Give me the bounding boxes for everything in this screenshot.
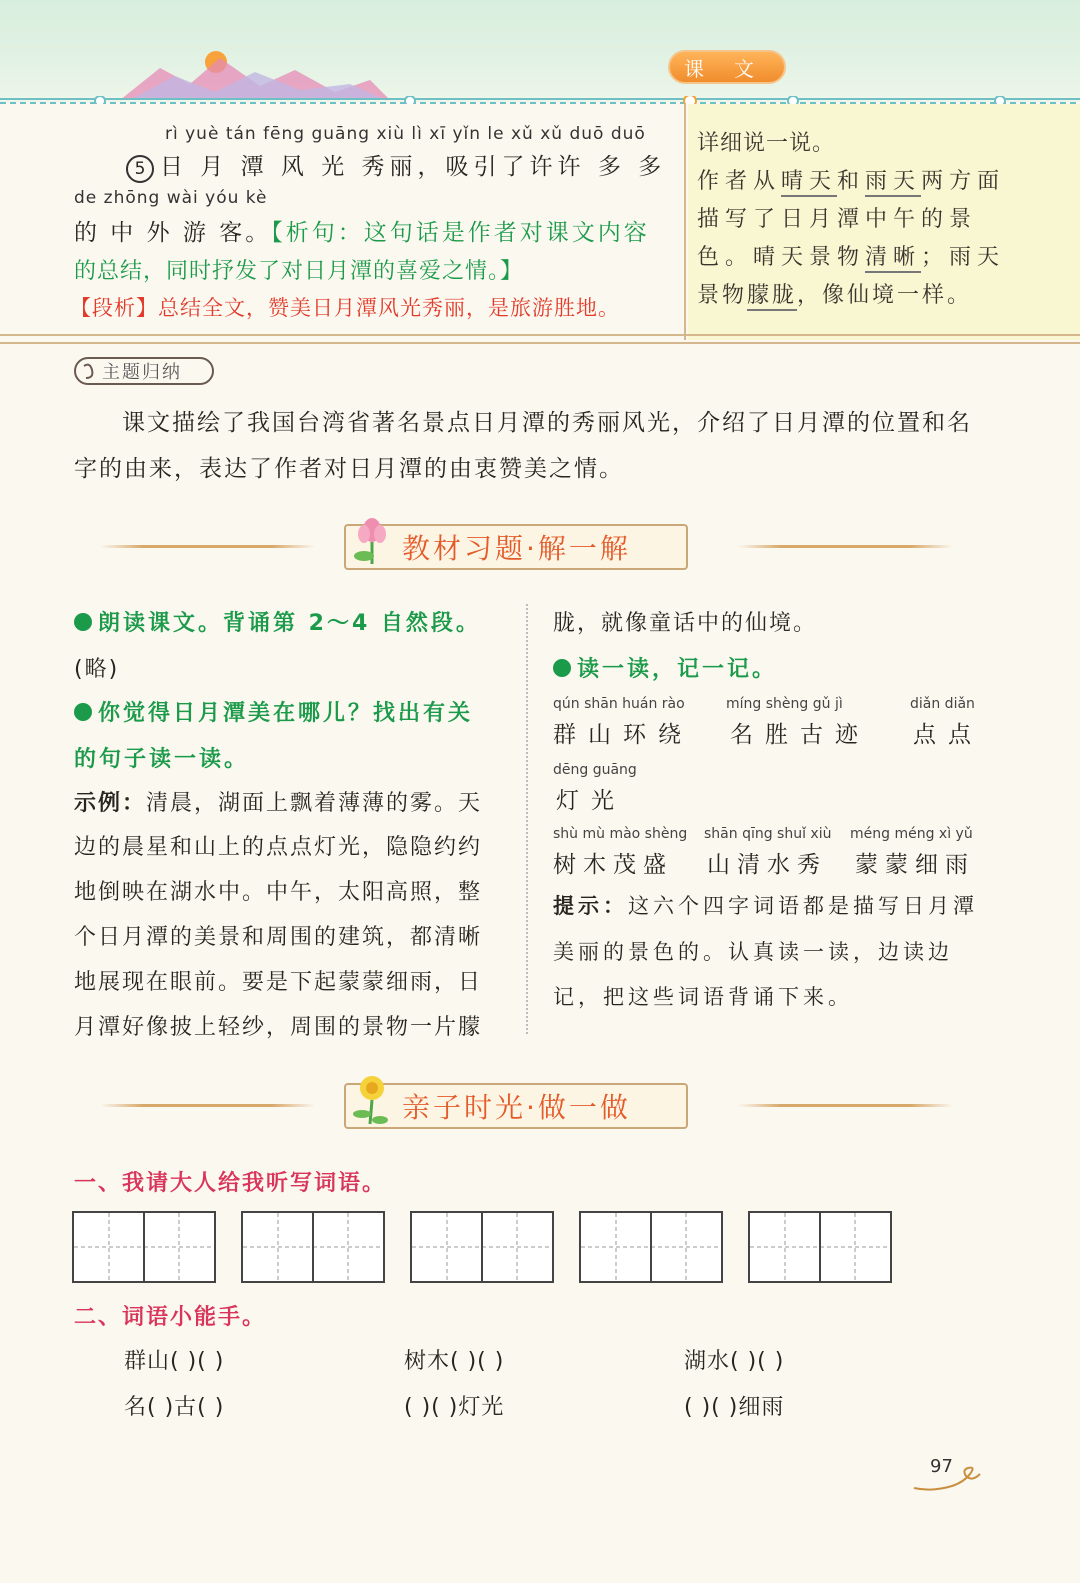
word-6: 山清水秀 bbox=[707, 852, 827, 878]
word-7: 蒙蒙细雨 bbox=[855, 852, 975, 878]
task-2-heading: 二、词语小能手。 bbox=[74, 1305, 267, 1330]
sidebar-line-1: 详细说一说。 bbox=[697, 131, 836, 156]
scroll-icon bbox=[80, 362, 100, 382]
passage-bottom-rule bbox=[0, 334, 1080, 344]
passage-line-2: 的 中 外 游 客。【析句：这句话是作者对课文内容 bbox=[74, 220, 650, 246]
theme-line-2: 字的由来，表达了作者对日月潭的由衷赞美之情。 bbox=[74, 456, 624, 482]
word-2: 名胜古迹 bbox=[730, 722, 870, 748]
fill-item-5[interactable]: ( )( )灯光 bbox=[404, 1395, 505, 1420]
column-divider bbox=[526, 604, 528, 1034]
example-line-2: 边的晨星和山上的点点灯光，隐隐约约 bbox=[74, 835, 483, 860]
page-number: 97 bbox=[930, 1456, 953, 1477]
word-7-pinyin: méng méng xì yǔ bbox=[850, 826, 973, 842]
example-line-3: 地倒映在湖水中。中午，太阳高照，整 bbox=[74, 880, 483, 905]
section-tab: 课文 bbox=[668, 50, 786, 84]
passage-line-3: 的总结，同时抒发了对日月潭的喜爱之情。】 bbox=[74, 259, 524, 284]
paragraph-analysis: 【段析】总结全文，赞美日月潭风光秀丽，是旅游胜地。 bbox=[70, 296, 620, 320]
example-line-4: 个日月潭的美景和周围的建筑，都清晰 bbox=[74, 925, 483, 950]
word-6-pinyin: shān qīng shuǐ xiù bbox=[704, 826, 832, 842]
fill-item-1[interactable]: 群山( )( ) bbox=[124, 1349, 225, 1374]
word-5-pinyin: shù mù mào shèng bbox=[553, 826, 688, 842]
task-1-heading: 一、我请大人给我听写词语。 bbox=[74, 1171, 387, 1196]
passage-line-1: 5 日 月 潭 风 光 秀丽，吸引了许许 多 多 bbox=[126, 148, 666, 183]
page-ornament-icon bbox=[912, 1462, 984, 1494]
example-line-1: 示例：清晨，湖面上飘着薄薄的雾。天 bbox=[74, 791, 483, 816]
passage-pinyin-1: rì yuè tán fēng guāng xiù lì xī yǐn le xǔ xǔ duō duō bbox=[165, 124, 646, 144]
sidebar-line-3: 描写了日月潭中午的景 bbox=[697, 207, 978, 232]
word-3-pinyin: diǎn diǎn bbox=[910, 696, 975, 712]
right-line-1: 胧，就像童话中的仙境。 bbox=[553, 611, 818, 636]
fill-item-4[interactable]: 名( )古( ) bbox=[124, 1395, 225, 1420]
word-4: 灯光 bbox=[556, 788, 626, 814]
dictation-box-2[interactable] bbox=[241, 1211, 385, 1283]
word-1-pinyin: qún shān huán rào bbox=[553, 696, 685, 712]
word-3: 点点 bbox=[913, 722, 983, 748]
banner-2-rule-left bbox=[100, 1104, 315, 1107]
hint-line-1: 提示：这六个四字词语都是描写日月潭 bbox=[553, 894, 978, 918]
banner-2-rule-right bbox=[738, 1104, 953, 1107]
sentence-analysis: 【析句：这句话是作者对课文内容 bbox=[271, 220, 650, 246]
header-rule bbox=[0, 96, 1080, 104]
sidebar-line-5: 景物朦胧，像仙境一样。 bbox=[697, 278, 972, 309]
word-1: 群山环绕 bbox=[553, 722, 693, 748]
exercise-banner: 教材习题·解一解 bbox=[344, 524, 688, 570]
fill-item-2[interactable]: 树木( )( ) bbox=[404, 1349, 505, 1374]
question-1-answer: (略) bbox=[74, 657, 120, 682]
example-line-6: 月潭好像披上轻纱，周围的景物一片朦 bbox=[74, 1015, 483, 1040]
theme-label: 主题归纳 bbox=[74, 357, 214, 385]
question-1: 朗读课文。背诵第 2～4 自然段。 bbox=[74, 606, 481, 637]
question-2-line-2: 的句子读一读。 bbox=[74, 747, 250, 772]
dictation-box-4[interactable] bbox=[579, 1211, 723, 1283]
parent-banner: 亲子时光·做一做 bbox=[344, 1083, 688, 1129]
hint-line-3: 记，把这些词语背诵下来。 bbox=[553, 985, 853, 1009]
chrysanthemum-flower-icon bbox=[352, 1072, 394, 1128]
word-4-pinyin: dēng guāng bbox=[553, 762, 637, 778]
sidebar-divider bbox=[684, 104, 686, 340]
lotus-flower-icon bbox=[352, 516, 392, 568]
word-5: 树木茂盛 bbox=[553, 852, 673, 878]
hint-line-2: 美丽的景色的。认真读一读，边读边 bbox=[553, 940, 953, 964]
bullet-dot-icon bbox=[74, 703, 92, 721]
theme-line-1: 课文描绘了我国台湾省著名景点日月潭的秀丽风光，介绍了日月潭的位置和名 bbox=[122, 410, 972, 436]
banner-rule-right bbox=[738, 545, 953, 548]
sidebar-line-4: 色。晴天景物清晰；雨天 bbox=[697, 240, 1005, 271]
sidebar-line-2: 作者从晴天和雨天两方面 bbox=[697, 164, 1005, 195]
para-number: 5 bbox=[126, 155, 154, 183]
dictation-box-1[interactable] bbox=[72, 1211, 216, 1283]
fill-item-3[interactable]: 湖水( )( ) bbox=[684, 1349, 785, 1374]
word-2-pinyin: míng shèng gǔ jì bbox=[726, 696, 843, 712]
mountain-sun-illustration bbox=[120, 40, 390, 102]
question-3: 读一读，记一记。 bbox=[553, 652, 777, 683]
fill-item-6[interactable]: ( )( )细雨 bbox=[684, 1395, 785, 1420]
example-line-5: 地展现在眼前。要是下起蒙蒙细雨，日 bbox=[74, 970, 483, 995]
question-2-line-1: 你觉得日月潭美在哪儿？找出有关 bbox=[74, 696, 473, 727]
dictation-box-5[interactable] bbox=[748, 1211, 892, 1283]
bullet-dot-icon bbox=[74, 613, 92, 631]
passage-pinyin-2: de zhōng wài yóu kè bbox=[74, 188, 268, 208]
bullet-dot-icon bbox=[553, 659, 571, 677]
banner-rule-left bbox=[100, 545, 315, 548]
dictation-box-3[interactable] bbox=[410, 1211, 554, 1283]
